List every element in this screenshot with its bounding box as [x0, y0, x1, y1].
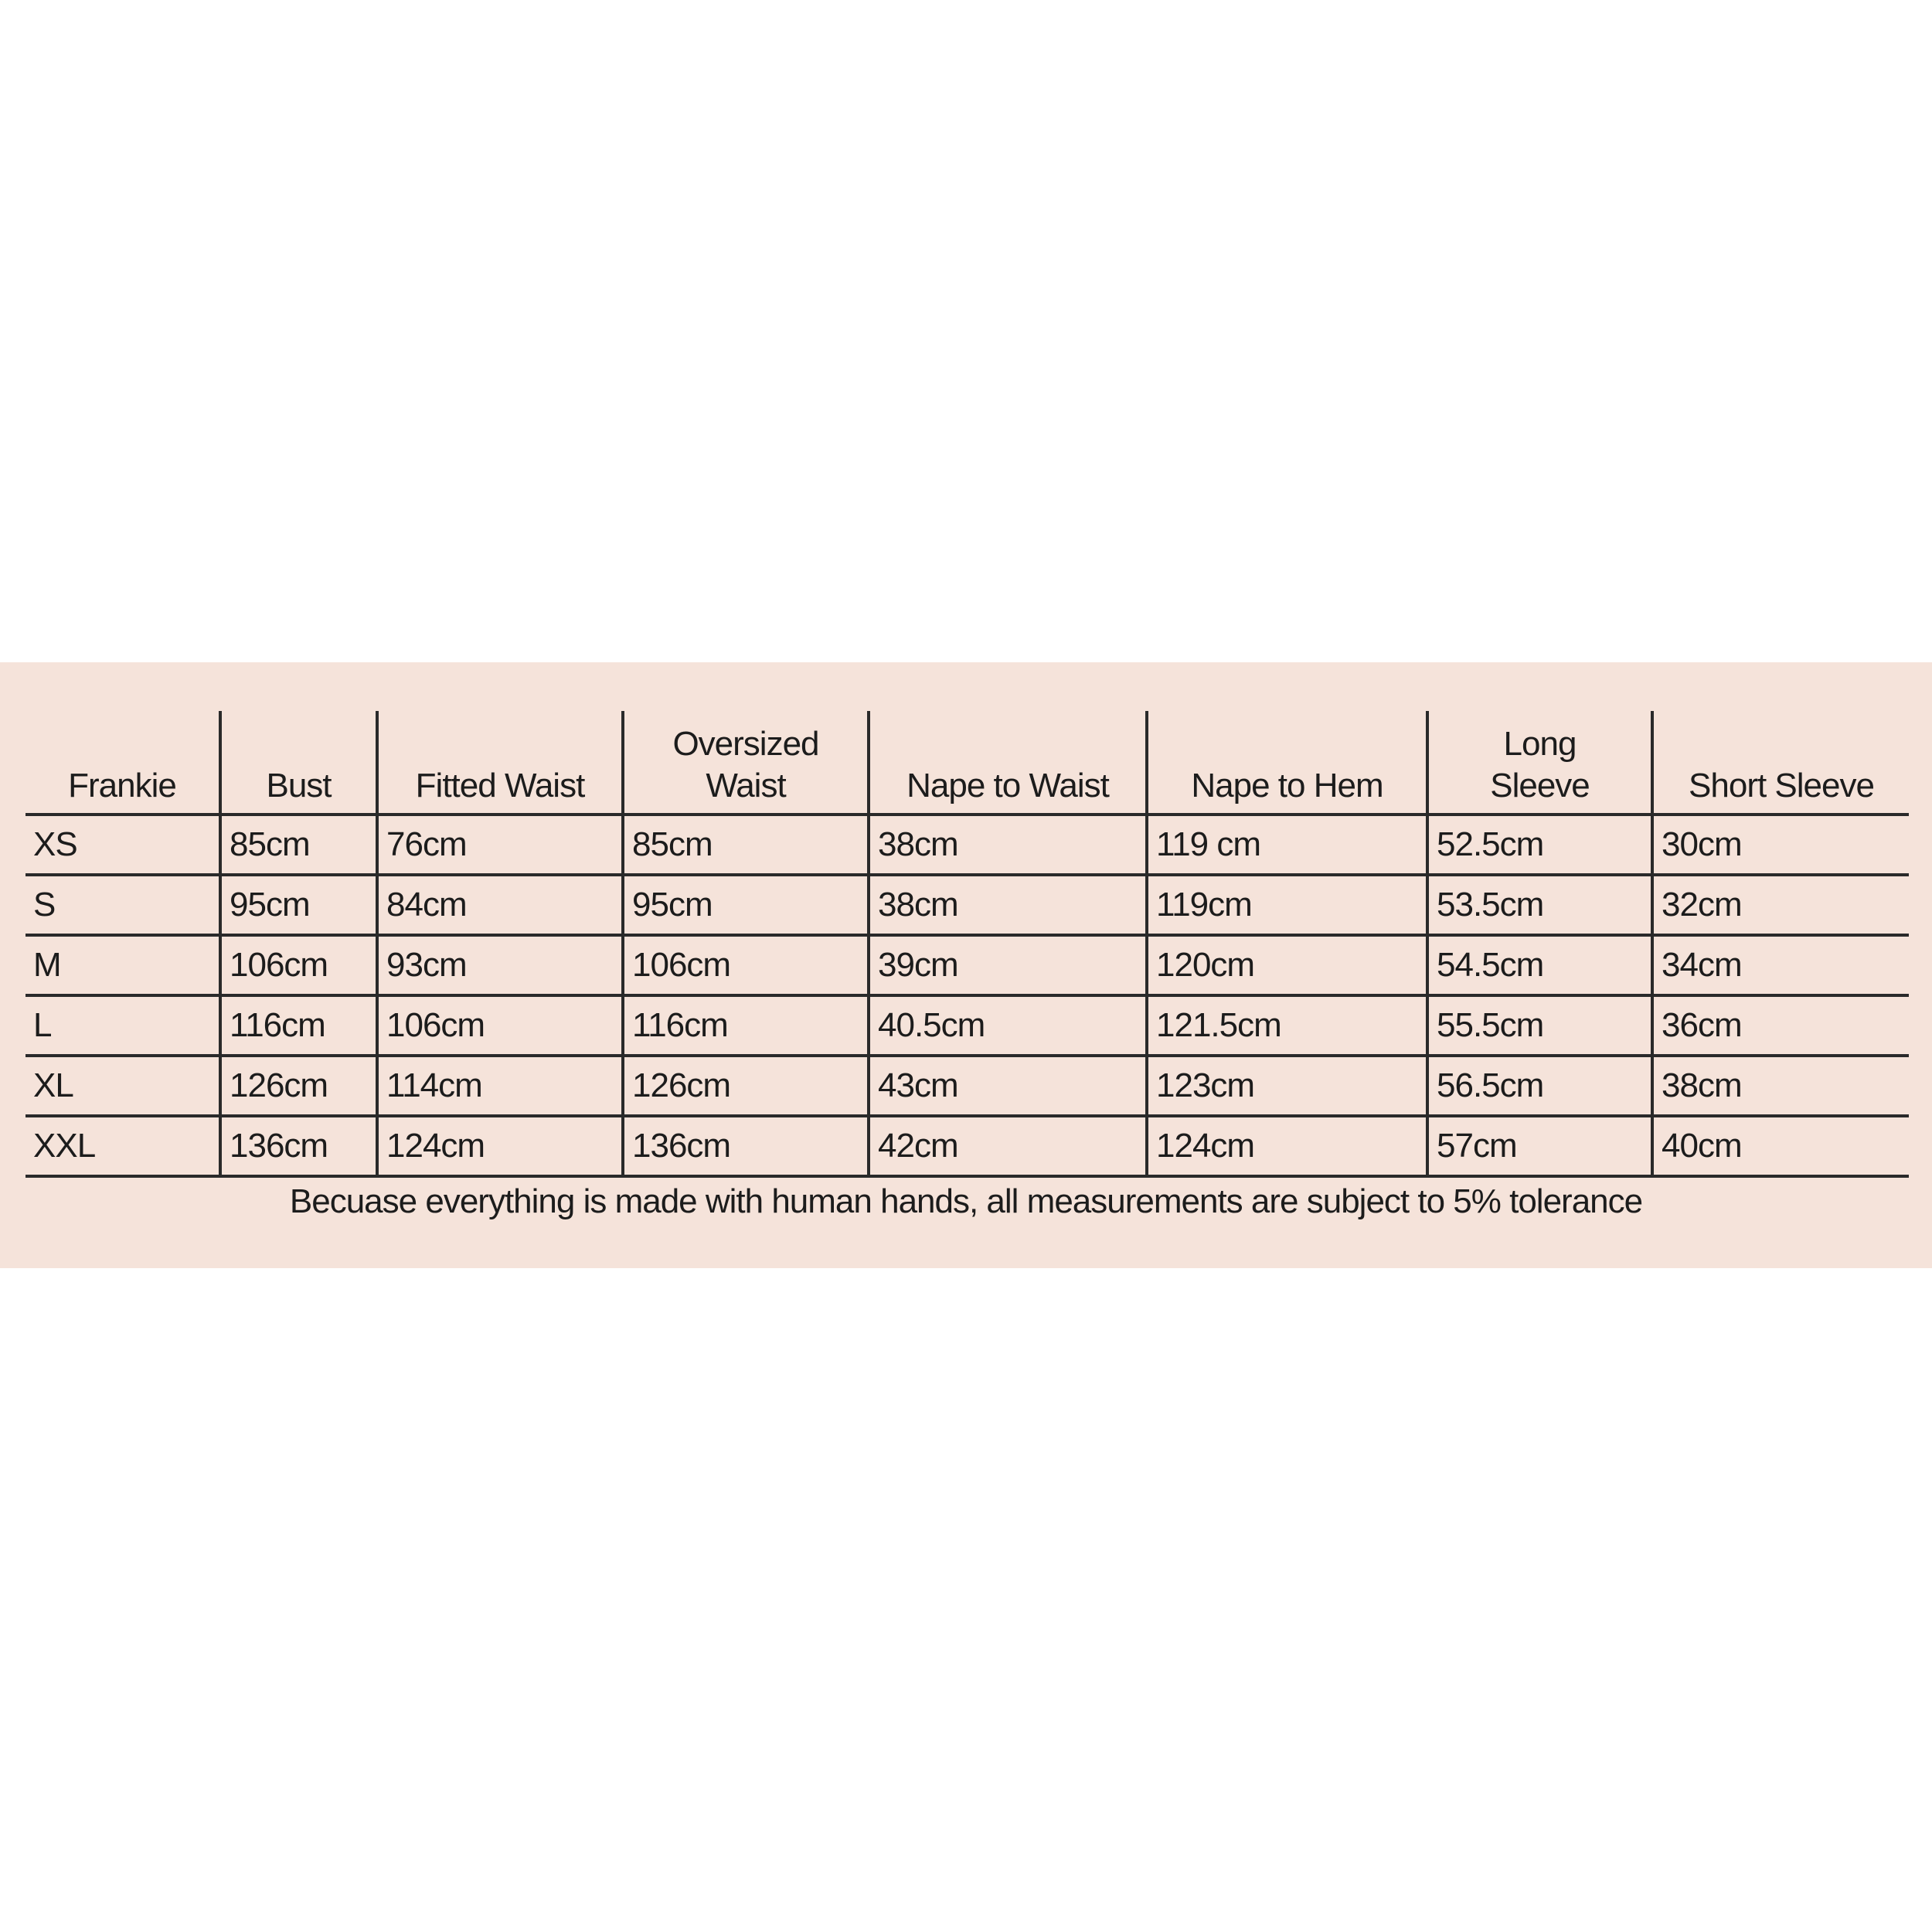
table-cell: 136cm: [220, 1116, 377, 1176]
table-cell: 136cm: [623, 1116, 869, 1176]
table-cell: 30cm: [1652, 815, 1909, 875]
table-cell: 57cm: [1427, 1116, 1652, 1176]
table-cell: 34cm: [1652, 935, 1909, 995]
header-short-sleeve: Short Sleeve: [1652, 711, 1909, 815]
table-cell: 106cm: [220, 935, 377, 995]
header-fitted-waist: Fitted Waist: [377, 711, 623, 815]
table-cell: 95cm: [220, 875, 377, 935]
table-cell: 55.5cm: [1427, 995, 1652, 1056]
table-cell: 42cm: [869, 1116, 1147, 1176]
header-long-sleeve: Long Sleeve: [1427, 711, 1652, 815]
table-cell: 126cm: [623, 1056, 869, 1116]
table-cell: 84cm: [377, 875, 623, 935]
table-cell: M: [26, 935, 220, 995]
table-cell: 38cm: [1652, 1056, 1909, 1116]
header-frankie: Frankie: [26, 711, 220, 815]
table-cell: 54.5cm: [1427, 935, 1652, 995]
table-cell: 123cm: [1147, 1056, 1427, 1116]
table-row: [26, 1056, 1909, 1116]
header-bust: Bust: [220, 711, 377, 815]
size-chart-table: [26, 711, 1909, 1178]
table-cell: 93cm: [377, 935, 623, 995]
table-cell: 119cm: [1147, 875, 1427, 935]
table-cell: 106cm: [377, 995, 623, 1056]
table-row: [26, 1116, 1909, 1176]
table-row: [26, 935, 1909, 995]
table-cell: 85cm: [220, 815, 377, 875]
table-cell: 119 cm: [1147, 815, 1427, 875]
table-cell: 116cm: [220, 995, 377, 1056]
table-cell: S: [26, 875, 220, 935]
table-cell: 39cm: [869, 935, 1147, 995]
header-row: [26, 711, 1909, 815]
table-cell: 52.5cm: [1427, 815, 1652, 875]
table-cell: XS: [26, 815, 220, 875]
table-cell: 126cm: [220, 1056, 377, 1116]
table-cell: 56.5cm: [1427, 1056, 1652, 1116]
table-cell: 124cm: [377, 1116, 623, 1176]
table-cell: 124cm: [1147, 1116, 1427, 1176]
table-cell: 120cm: [1147, 935, 1427, 995]
table-row: [26, 995, 1909, 1056]
table-cell: 38cm: [869, 815, 1147, 875]
table-cell: L: [26, 995, 220, 1056]
table-cell: 43cm: [869, 1056, 1147, 1116]
table-cell: XL: [26, 1056, 220, 1116]
table-cell: 121.5cm: [1147, 995, 1427, 1056]
table-row: [26, 815, 1909, 875]
table-cell: 106cm: [623, 935, 869, 995]
tolerance-footnote: Becuase everything is made with human hands, all measurements are subject to 5% tolerance: [289, 1182, 1643, 1220]
table-cell: 32cm: [1652, 875, 1909, 935]
table-cell: 36cm: [1652, 995, 1909, 1056]
table-cell: 40cm: [1652, 1116, 1909, 1176]
table-cell: XXL: [26, 1116, 220, 1176]
header-nape-to-hem: Nape to Hem: [1147, 711, 1427, 815]
header-oversized-waist: Oversized Waist: [623, 711, 869, 815]
table-cell: 85cm: [623, 815, 869, 875]
table-cell: 76cm: [377, 815, 623, 875]
table-row: [26, 875, 1909, 935]
table-cell: 95cm: [623, 875, 869, 935]
table-cell: 40.5cm: [869, 995, 1147, 1056]
table-cell: 114cm: [377, 1056, 623, 1116]
table-cell: 116cm: [623, 995, 869, 1056]
table-cell: 53.5cm: [1427, 875, 1652, 935]
header-nape-to-waist: Nape to Waist: [869, 711, 1147, 815]
table-cell: 38cm: [869, 875, 1147, 935]
